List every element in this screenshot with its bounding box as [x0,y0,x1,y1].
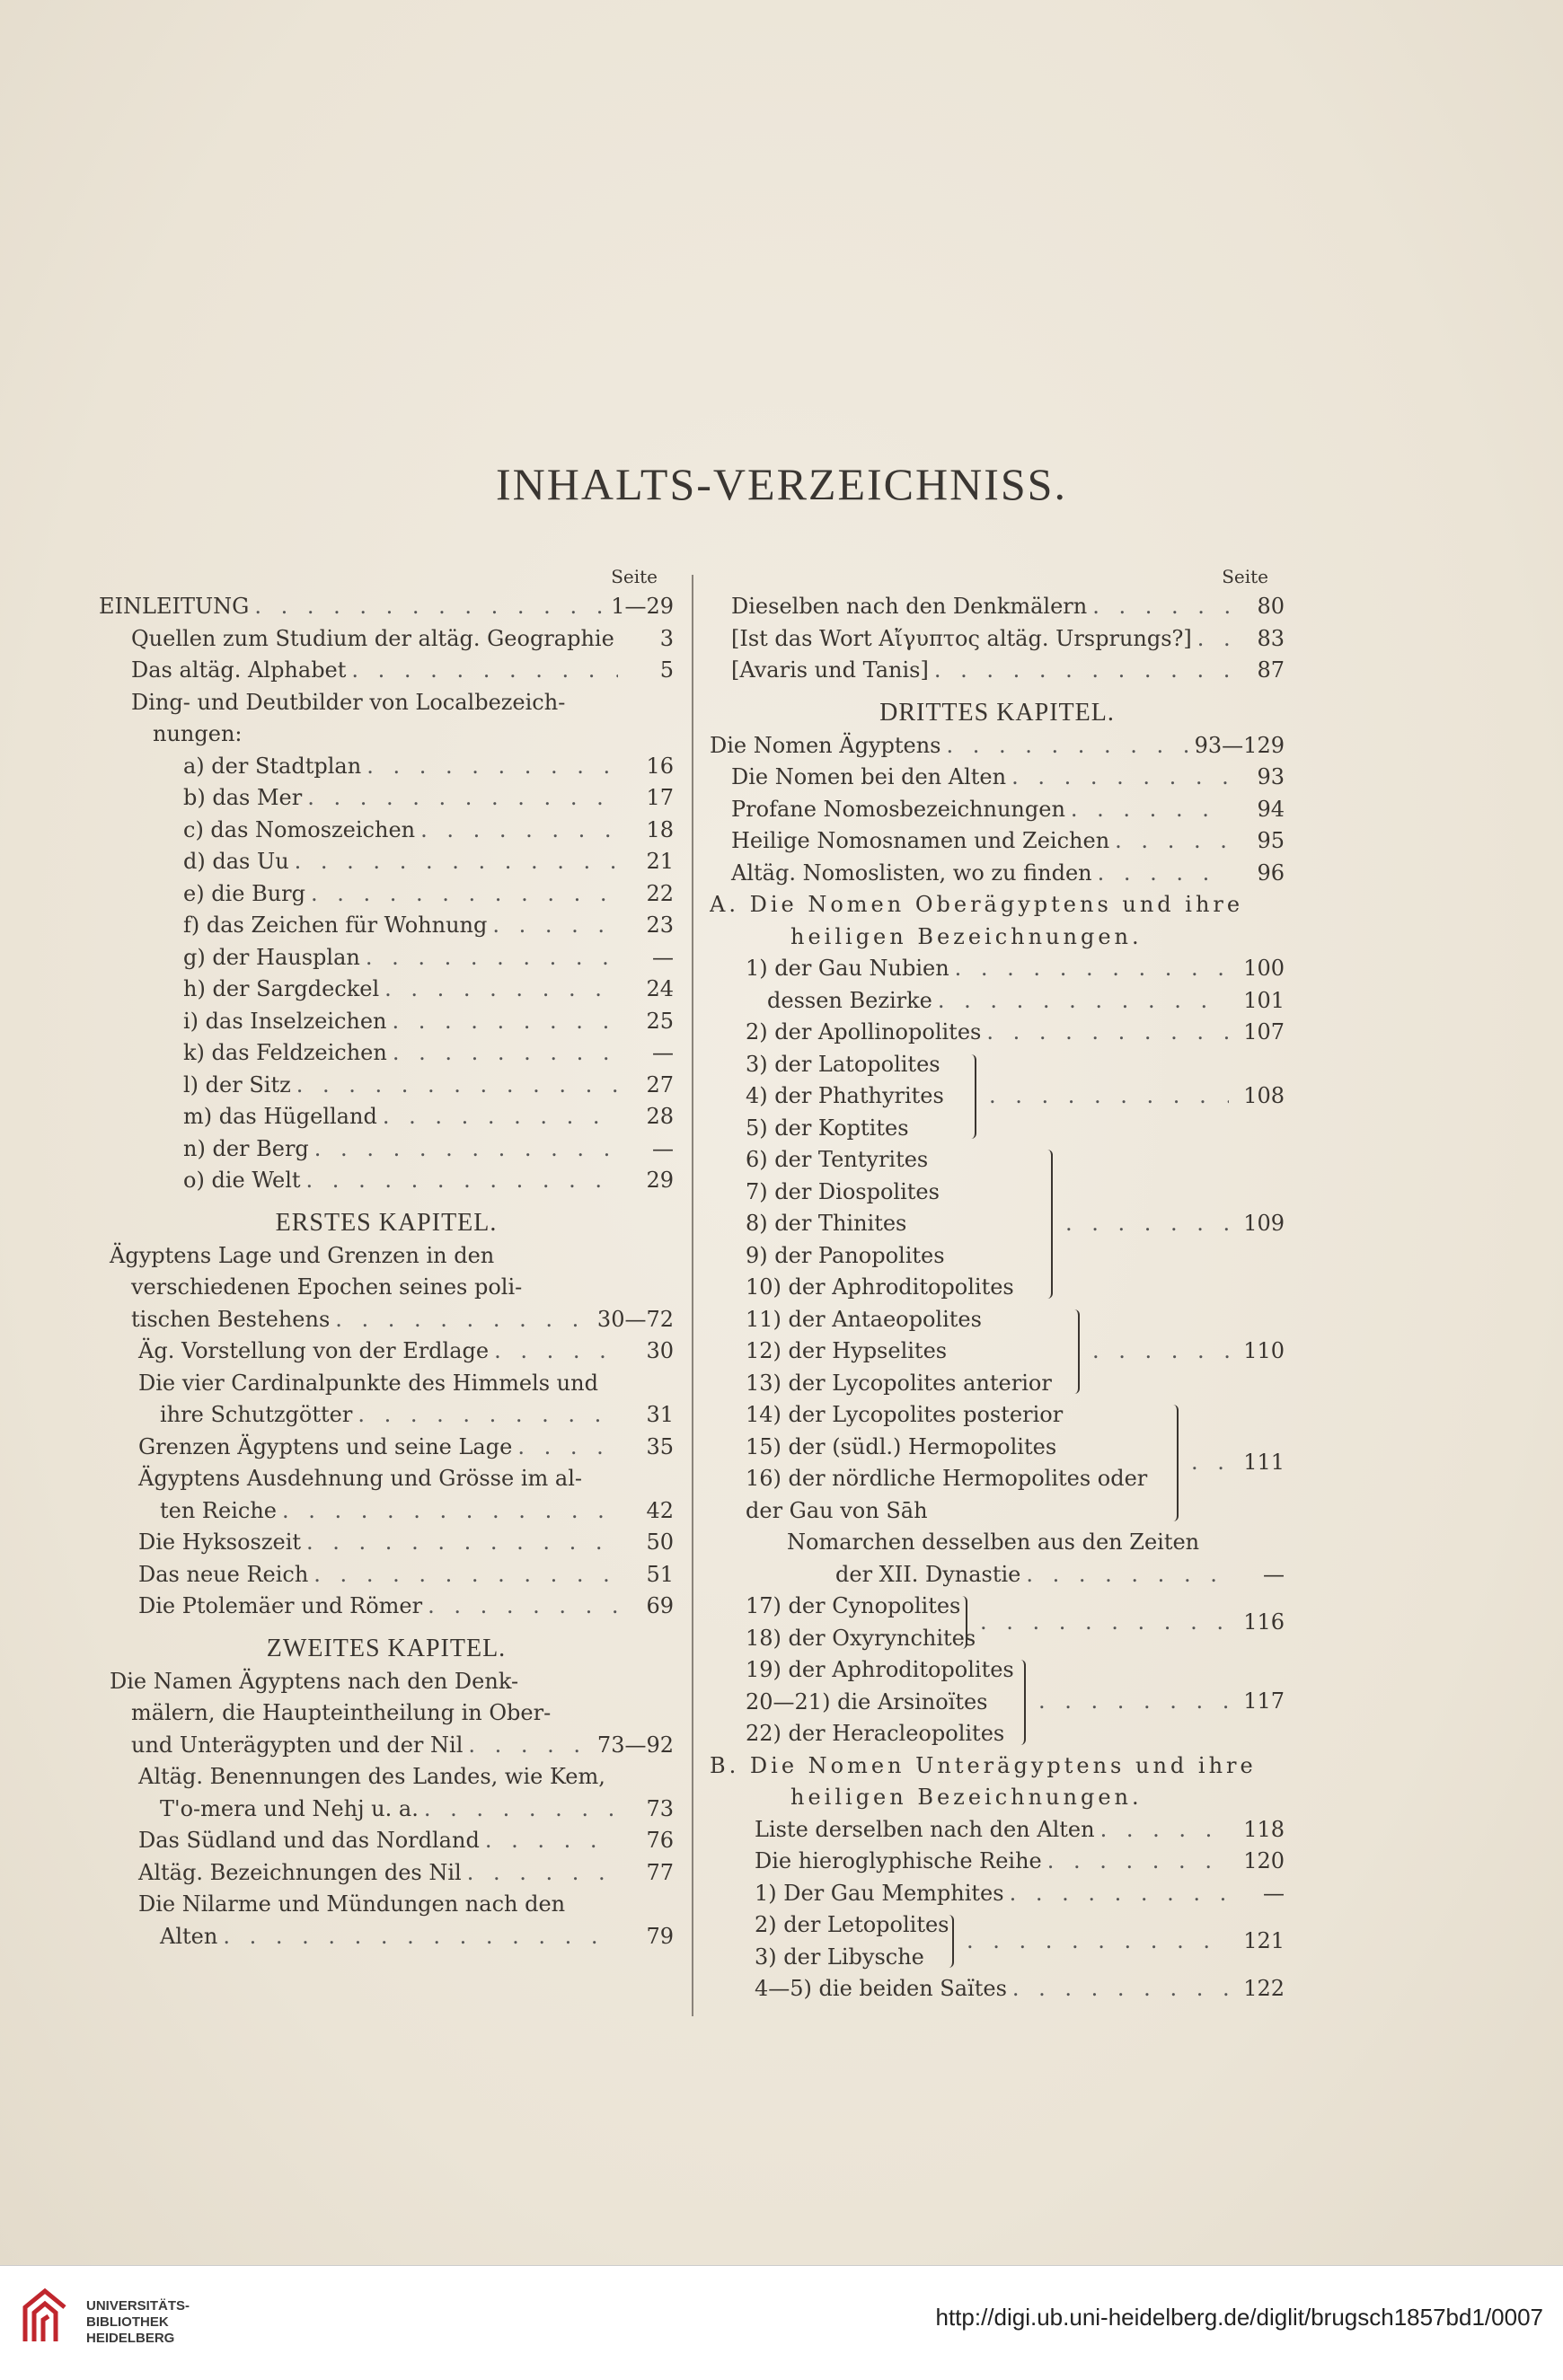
dot-leader [1071,794,1229,826]
toc-entry-label: 16) der nördliche Hermopolites oder [746,1466,1148,1491]
page-title: INHALTS-VERZEICHNISS. [496,459,1067,509]
toc-entry-label: Profane Nomosbezeichnungen [731,796,1065,822]
toc-entry-label: Altäg. Nomoslisten, wo zu finden [731,859,1092,886]
toc-entry-label: Die hieroglyphische Reihe [755,1848,1042,1873]
toc-entry-page: 76 [646,1828,674,1853]
toc-entry [710,1113,1285,1145]
toc-entry-label: Die Namen Ägyptens nach den Denk- [110,1668,519,1694]
toc-entry-label: Dieselben nach den Denkmälern [731,594,1088,619]
toc-entry [710,1177,1285,1209]
toc-entry-page: 95 [1257,828,1285,853]
toc-entry-label: i) das Inselzeichen [183,1008,387,1034]
toc-entry-label: Altäg. Benennungen des Landes, wie Kem, [138,1764,605,1789]
toc-entry-label: 2) der Apollinopolites [746,1019,982,1045]
dot-leader [424,1794,618,1826]
dot-leader [1191,1447,1229,1479]
toc-entry-page: — [1263,1880,1285,1906]
section-heading [710,889,1285,921]
toc-entry [99,878,674,911]
toc-entry-label: Nomarchen desselben aus den Zeiten [787,1529,1200,1555]
toc-entry [99,1304,674,1336]
toc-entry-label: g) der Hausplan [183,944,360,970]
toc-entry-label: der Gau von Sāh [746,1497,928,1523]
toc-entry-page: 94 [1257,796,1285,822]
toc-entry [710,1973,1285,2005]
toc-entry-label: n) der Berg [183,1135,309,1161]
braced-group [710,1304,1285,1400]
dot-leader [223,1921,618,1953]
toc-entry [710,1527,1285,1559]
toc-entry-page: 31 [646,1402,674,1427]
toc-entry-label: A. Die Nomen Oberägyptens und ihre [710,892,1244,917]
toc-entry [99,1559,674,1591]
toc-entry [710,1559,1285,1591]
toc-entry-page: — [652,944,674,970]
dot-leader [306,1527,618,1559]
toc-entry-page: 111 [1243,1450,1285,1475]
toc-entry-page: 83 [1257,625,1285,651]
toc-entry-label: Die Nilarme und Mündungen nach den [138,1891,566,1917]
toc-entry-label: Altäg. Bezeichnungen des Nil [138,1859,462,1885]
group-brace [1168,1405,1179,1521]
toc-entry-label: Heilige Nomosnamen und Zeichen [731,828,1110,853]
toc-entry [99,815,674,847]
dot-leader [1010,1878,1229,1910]
toc-entry-page: 18 [646,816,674,842]
toc-entry-label: m) das Hügelland [183,1104,377,1129]
toc-entry-label: tischen Bestehens [131,1306,331,1332]
toc-entry [99,942,674,974]
toc-entry-label: Das Südland und das Nordland [138,1828,480,1853]
toc-entry [99,1666,674,1698]
toc-entry-label: heiligen Bezeichnungen. [790,923,1143,949]
toc-entry-label: Die Hyksoszeit [138,1529,302,1555]
toc-entry-label: [Ist das Wort Αἴγυπτος altäg. Ursprungs?] [731,625,1192,651]
group-brace [1069,1309,1080,1395]
toc-entry-label: 1) der Gau Nubien [746,956,949,981]
toc-entry [710,1814,1285,1847]
toc-entry-label: der XII. Dynastie [835,1561,1021,1587]
toc-entry [99,1761,674,1794]
toc-entry [99,1591,674,1623]
toc-entry-label: nungen: [153,721,243,746]
toc-entry [99,1794,674,1826]
dot-leader [517,1432,618,1464]
toc-entry-label: 15) der (südl.) Hermopolites [746,1433,1057,1459]
chapter-heading: DRITTES KAPITEL. [879,698,1115,727]
dot-leader [306,1165,618,1197]
toc-entry-label: Äg. Vorstellung von der Erdlage [138,1338,490,1363]
toc-entry-label: 6) der Tentyrites [746,1147,929,1172]
toc-entry [99,1368,674,1400]
toc-entry [710,985,1285,1018]
toc-entry-page: 1—29 [611,594,674,619]
toc-entry-label: k) das Feldzeichen [183,1040,387,1065]
dot-leader [1092,1335,1229,1368]
dot-leader [1065,1208,1229,1240]
toc-entry [710,1017,1285,1049]
toc-entry [99,782,674,815]
toc-entry-label: 8) der Thinites [746,1211,907,1236]
toc-entry-label: Die Nomen bei den Alten [731,764,1007,789]
toc-entry-label: d) das Uu [183,849,289,874]
toc-entry [99,718,674,751]
source-url-link[interactable]: http://digi.ub.uni-heidelberg.de/diglit/brugsch1857bd1/0007 [935,2304,1543,2331]
braced-group [710,1591,1285,1654]
toc-entry-page: — [652,1135,674,1161]
toc-entry-label: f) das Zeichen für Wohnung [183,912,488,938]
dot-leader [366,751,618,783]
section-heading [710,1750,1285,1783]
dot-leader [967,1926,1229,1958]
toc-entry-page: 118 [1243,1816,1285,1842]
toc-entry-label: h) der Sargdeckel [183,976,380,1001]
toc-entry-label: b) das Mer [183,785,303,810]
toc-entry-page: 101 [1243,987,1285,1013]
braced-group [710,1909,1285,1973]
toc-entry [99,846,674,878]
toc-entry [710,953,1285,985]
toc-entry [99,1697,674,1730]
toc-entry [99,1399,674,1432]
group-brace [1042,1150,1053,1299]
toc-entry [99,1101,674,1133]
toc-entry-label: c) das Nomoszeichen [183,816,416,842]
toc-entry [710,1718,1285,1750]
braced-group [710,1654,1285,1750]
toc-entry [99,1432,674,1464]
group-page-row [1033,1686,1285,1718]
dot-leader [1026,1559,1229,1591]
toc-entry-label: Die Nomen Ägyptens [710,732,941,758]
dot-leader [384,974,618,1006]
toc-entry-label: heiligen Bezeichnungen. [790,1785,1143,1810]
toc-entry [710,1399,1285,1432]
dot-leader [492,910,618,942]
group-page-row [984,1080,1285,1113]
toc-entry-label: Ding- und Deutbilder von Localbezeich- [131,689,566,715]
toc-entry [99,1037,674,1070]
toc-entry [99,751,674,783]
group-brace [943,1915,954,1968]
chapter-heading: ZWEITES KAPITEL. [266,1634,507,1662]
toc-entry-label: l) der Sitz [183,1071,291,1097]
toc-entry [99,655,674,687]
toc-entry-label: 11) der Antaeopolites [746,1306,982,1332]
toc-entry [710,1144,1285,1177]
toc-entry-label: 3) der Latopolites [746,1051,940,1077]
group-page-row [1087,1335,1285,1368]
column-divider [692,575,693,2016]
group-page-row [961,1926,1285,1958]
toc-entry [99,1463,674,1495]
toc-entry-label: verschiedenen Epochen seines poli- [131,1274,523,1300]
footer-bar [0,2265,1563,2380]
toc-entry [710,591,1285,623]
toc-entry-label: B. Die Nomen Unterägyptens und ihre [710,1752,1257,1778]
dot-leader [358,1399,618,1432]
toc-entry [710,762,1285,794]
toc-entry-page: 21 [646,849,674,874]
toc-entry-label: 14) der Lycopolites posterior [746,1402,1064,1427]
toc-entry [99,1730,674,1762]
dot-leader [428,1591,618,1623]
toc-entry [710,1878,1285,1910]
toc-entry [710,1846,1285,1878]
dot-leader [313,1559,618,1591]
toc-entry-label: 10) der Aphroditopolites [746,1274,1014,1300]
dot-leader [295,846,618,878]
dot-leader [383,1101,618,1133]
library-name [86,2298,190,2347]
toc-entry [99,1070,674,1102]
toc-entry [710,794,1285,826]
dot-leader [311,878,618,911]
toc-entry-page: — [1263,1561,1285,1587]
dot-leader [980,1607,1229,1639]
toc-entry-label: 12) der Hypselites [746,1338,948,1363]
toc-entry [99,1272,674,1304]
dot-leader [351,655,618,687]
toc-entry-label: 2) der Letopolites [755,1912,949,1937]
toc-entry [99,591,674,623]
toc-entry [710,825,1285,858]
group-brace [957,1596,967,1649]
braced-group [710,1049,1285,1145]
braced-group [710,1399,1285,1527]
toc-entry [710,655,1285,687]
seite-label: Seite [1222,566,1268,587]
dot-leader [393,1037,618,1070]
toc-entry-page: 73—92 [596,1732,674,1758]
dot-leader [955,953,1229,985]
toc-entry-label: 7) der Diospolites [746,1178,940,1204]
toc-entry-page: 24 [646,976,674,1001]
toc-entry-label: Das altäg. Alphabet [131,657,347,683]
dot-leader [296,1070,618,1102]
toc-entry-label: a) der Stadtplan [183,753,362,779]
toc-entry-label: 22) der Heracleopolites [746,1721,1005,1746]
toc-entry-page: 25 [646,1008,674,1034]
dot-leader [1115,825,1229,858]
dot-leader [946,730,1188,762]
dot-leader [468,1730,592,1762]
toc-entry-label: ten Reiche [160,1497,277,1523]
toc-entry-page: 23 [646,912,674,938]
toc-entry [99,1889,674,1921]
toc-entry-label: und Unterägypten und der Nil [131,1732,464,1758]
toc-entry-page: 116 [1243,1609,1285,1635]
toc-entry-page: 77 [646,1859,674,1885]
toc-entry-label: Grenzen Ägyptens und seine Lage [138,1433,513,1459]
toc-entry-label: Das neue Reich [138,1561,309,1587]
toc-entry-page: 22 [646,880,674,906]
dot-leader [282,1495,618,1528]
toc-entry-page: 93 [1257,764,1285,789]
toc-entry-page: 122 [1243,1976,1285,2001]
dot-leader [934,655,1229,687]
toc-entry-page: 27 [646,1071,674,1097]
library-name-line: UNIVERSITÄTS- [86,2298,190,2314]
toc-entry-label: 5) der Koptites [746,1115,909,1141]
toc-entry-label: 17) der Cynopolites [746,1593,961,1618]
toc-entry-page: 29 [646,1168,674,1193]
dot-leader [335,1304,592,1336]
dot-leader [1047,1846,1229,1878]
toc-entry-page: 17 [646,785,674,810]
toc-entry [710,1304,1285,1336]
toc-entry-page: 109 [1243,1210,1285,1236]
section-heading [710,1782,1285,1814]
toc-entry [99,910,674,942]
dot-leader [1038,1686,1229,1718]
toc-entry-label: Die Ptolemäer und Römer [138,1593,423,1618]
group-page-row [1186,1447,1285,1479]
toc-entry [710,1654,1285,1687]
seite-label: Seite [611,566,658,587]
toc-entry [99,974,674,1006]
dot-leader [314,1133,618,1166]
toc-entry-page: 16 [646,753,674,779]
dot-leader [485,1825,618,1857]
toc-entry-page: 30 [646,1338,674,1363]
dot-leader [494,1335,618,1368]
toc-entry-label: [Avaris und Tanis] [731,657,929,683]
toc-entry-label: 19) der Aphroditopolites [746,1657,1014,1682]
toc-entry-page: 50 [646,1529,674,1555]
toc-entry-page: 87 [1257,657,1285,683]
toc-entry-label: Ägyptens Ausdehnung und Grösse im al- [138,1466,582,1491]
dot-leader [1012,1973,1229,2005]
toc-entry [710,1049,1285,1081]
dot-leader [467,1857,618,1890]
chapter-heading: ERSTES KAPITEL. [275,1208,498,1237]
dot-leader [1092,591,1229,623]
toc-entry-label: 3) der Libysche [755,1944,924,1970]
toc-entry-page: 79 [646,1923,674,1949]
toc-entry [99,1006,674,1038]
toc-entry-page: 42 [646,1497,674,1523]
toc-entry-page: 28 [646,1104,674,1129]
group-page-row [1060,1208,1285,1240]
toc-entry [710,730,1285,762]
toc-entry-page: 30—72 [596,1306,674,1332]
left-column [99,566,674,1952]
toc-entry-page: 120 [1243,1848,1285,1873]
toc-entry [710,1240,1285,1273]
toc-entry-page: 121 [1243,1927,1285,1953]
library-name-line: BIBLIOTHEK [86,2314,169,2330]
toc-entry [710,1495,1285,1528]
dot-leader [986,1017,1229,1049]
toc-entry-label: 4) der Phathyrites [746,1083,944,1108]
toc-entry-page: 35 [646,1433,674,1459]
dot-leader [307,782,618,815]
dot-leader [1098,858,1229,890]
toc-entry-page: 73 [646,1795,674,1821]
toc-entry-label: 1) Der Gau Memphites [755,1880,1004,1906]
toc-entry-page: — [652,1040,674,1065]
toc-entry-page: 96 [1257,859,1285,886]
toc-entry-label: Alten [160,1923,218,1949]
toc-entry-label: o) die Welt [183,1168,301,1193]
toc-entry [710,1272,1285,1304]
toc-entry-label: 4—5) die beiden Saïtes [755,1976,1007,2001]
toc-entry-page: 80 [1257,594,1285,619]
toc-entry-page: 93—129 [1194,732,1285,758]
toc-entry-label: 9) der Panopolites [746,1242,945,1268]
toc-entry [710,623,1285,656]
toc-entry-label: e) die Burg [183,880,305,906]
toc-entry [99,687,674,719]
dot-leader [1100,1814,1229,1847]
dot-leader [1011,762,1229,794]
toc-entry-label: Ägyptens Lage und Grenzen in den [110,1242,495,1268]
toc-entry-label: Quellen zum Studium der altäg. Geographie [131,625,614,651]
toc-entry-page: 3 [659,625,674,651]
dot-leader [254,591,605,623]
toc-entry [99,1133,674,1166]
toc-entry [99,1495,674,1528]
group-brace [1015,1660,1026,1745]
toc-entry-label: 18) der Oxyrynchites [746,1625,976,1651]
toc-entry-label: 13) der Lycopolites anterior [746,1370,1052,1396]
toc-entry-page: 51 [646,1561,674,1587]
library-logo-icon [18,2286,72,2349]
toc-entry [710,858,1285,890]
dot-leader [1197,623,1229,656]
group-page-row [975,1607,1285,1639]
toc-entry-page: 107 [1243,1019,1285,1045]
right-column [710,566,1285,2005]
dot-leader [989,1080,1229,1113]
braced-group [710,1144,1285,1304]
toc-entry-page: 117 [1243,1688,1285,1714]
toc-entry-label: mälern, die Haupteintheilung in Ober- [131,1700,552,1725]
toc-entry-page: 5 [659,657,674,683]
toc-entry [710,1368,1285,1400]
toc-entry-label: dessen Bezirke [767,987,932,1013]
dot-leader [393,1006,619,1038]
toc-entry [99,1921,674,1953]
toc-entry [99,1240,674,1273]
dot-leader [366,942,618,974]
toc-entry-page: 100 [1243,956,1285,981]
section-heading [710,921,1285,954]
toc-entry [99,1825,674,1857]
toc-entry-label: 20—21) die Arsinoïtes [746,1688,988,1714]
toc-entry-page: 108 [1243,1082,1285,1108]
library-name-line: HEIDELBERG [86,2331,175,2346]
dot-leader [938,985,1229,1018]
toc-entry-label: ihre Schutzgötter [160,1402,353,1427]
toc-entry [99,1165,674,1197]
toc-entry [99,1857,674,1890]
toc-entry [99,623,674,656]
toc-entry-page: 110 [1243,1337,1285,1363]
toc-entry-label: Die vier Cardinalpunkte des Himmels und [138,1370,598,1396]
toc-entry [99,1527,674,1559]
toc-entry-label: T'o-mera und Nehj u. a. [160,1795,419,1821]
group-brace [966,1054,976,1140]
toc-entry-label: Liste derselben nach den Alten [755,1816,1095,1842]
toc-entry-label: EINLEITUNG [99,594,250,619]
toc-entry-page: 69 [646,1593,674,1618]
toc-entry [99,1335,674,1368]
dot-leader [420,815,618,847]
